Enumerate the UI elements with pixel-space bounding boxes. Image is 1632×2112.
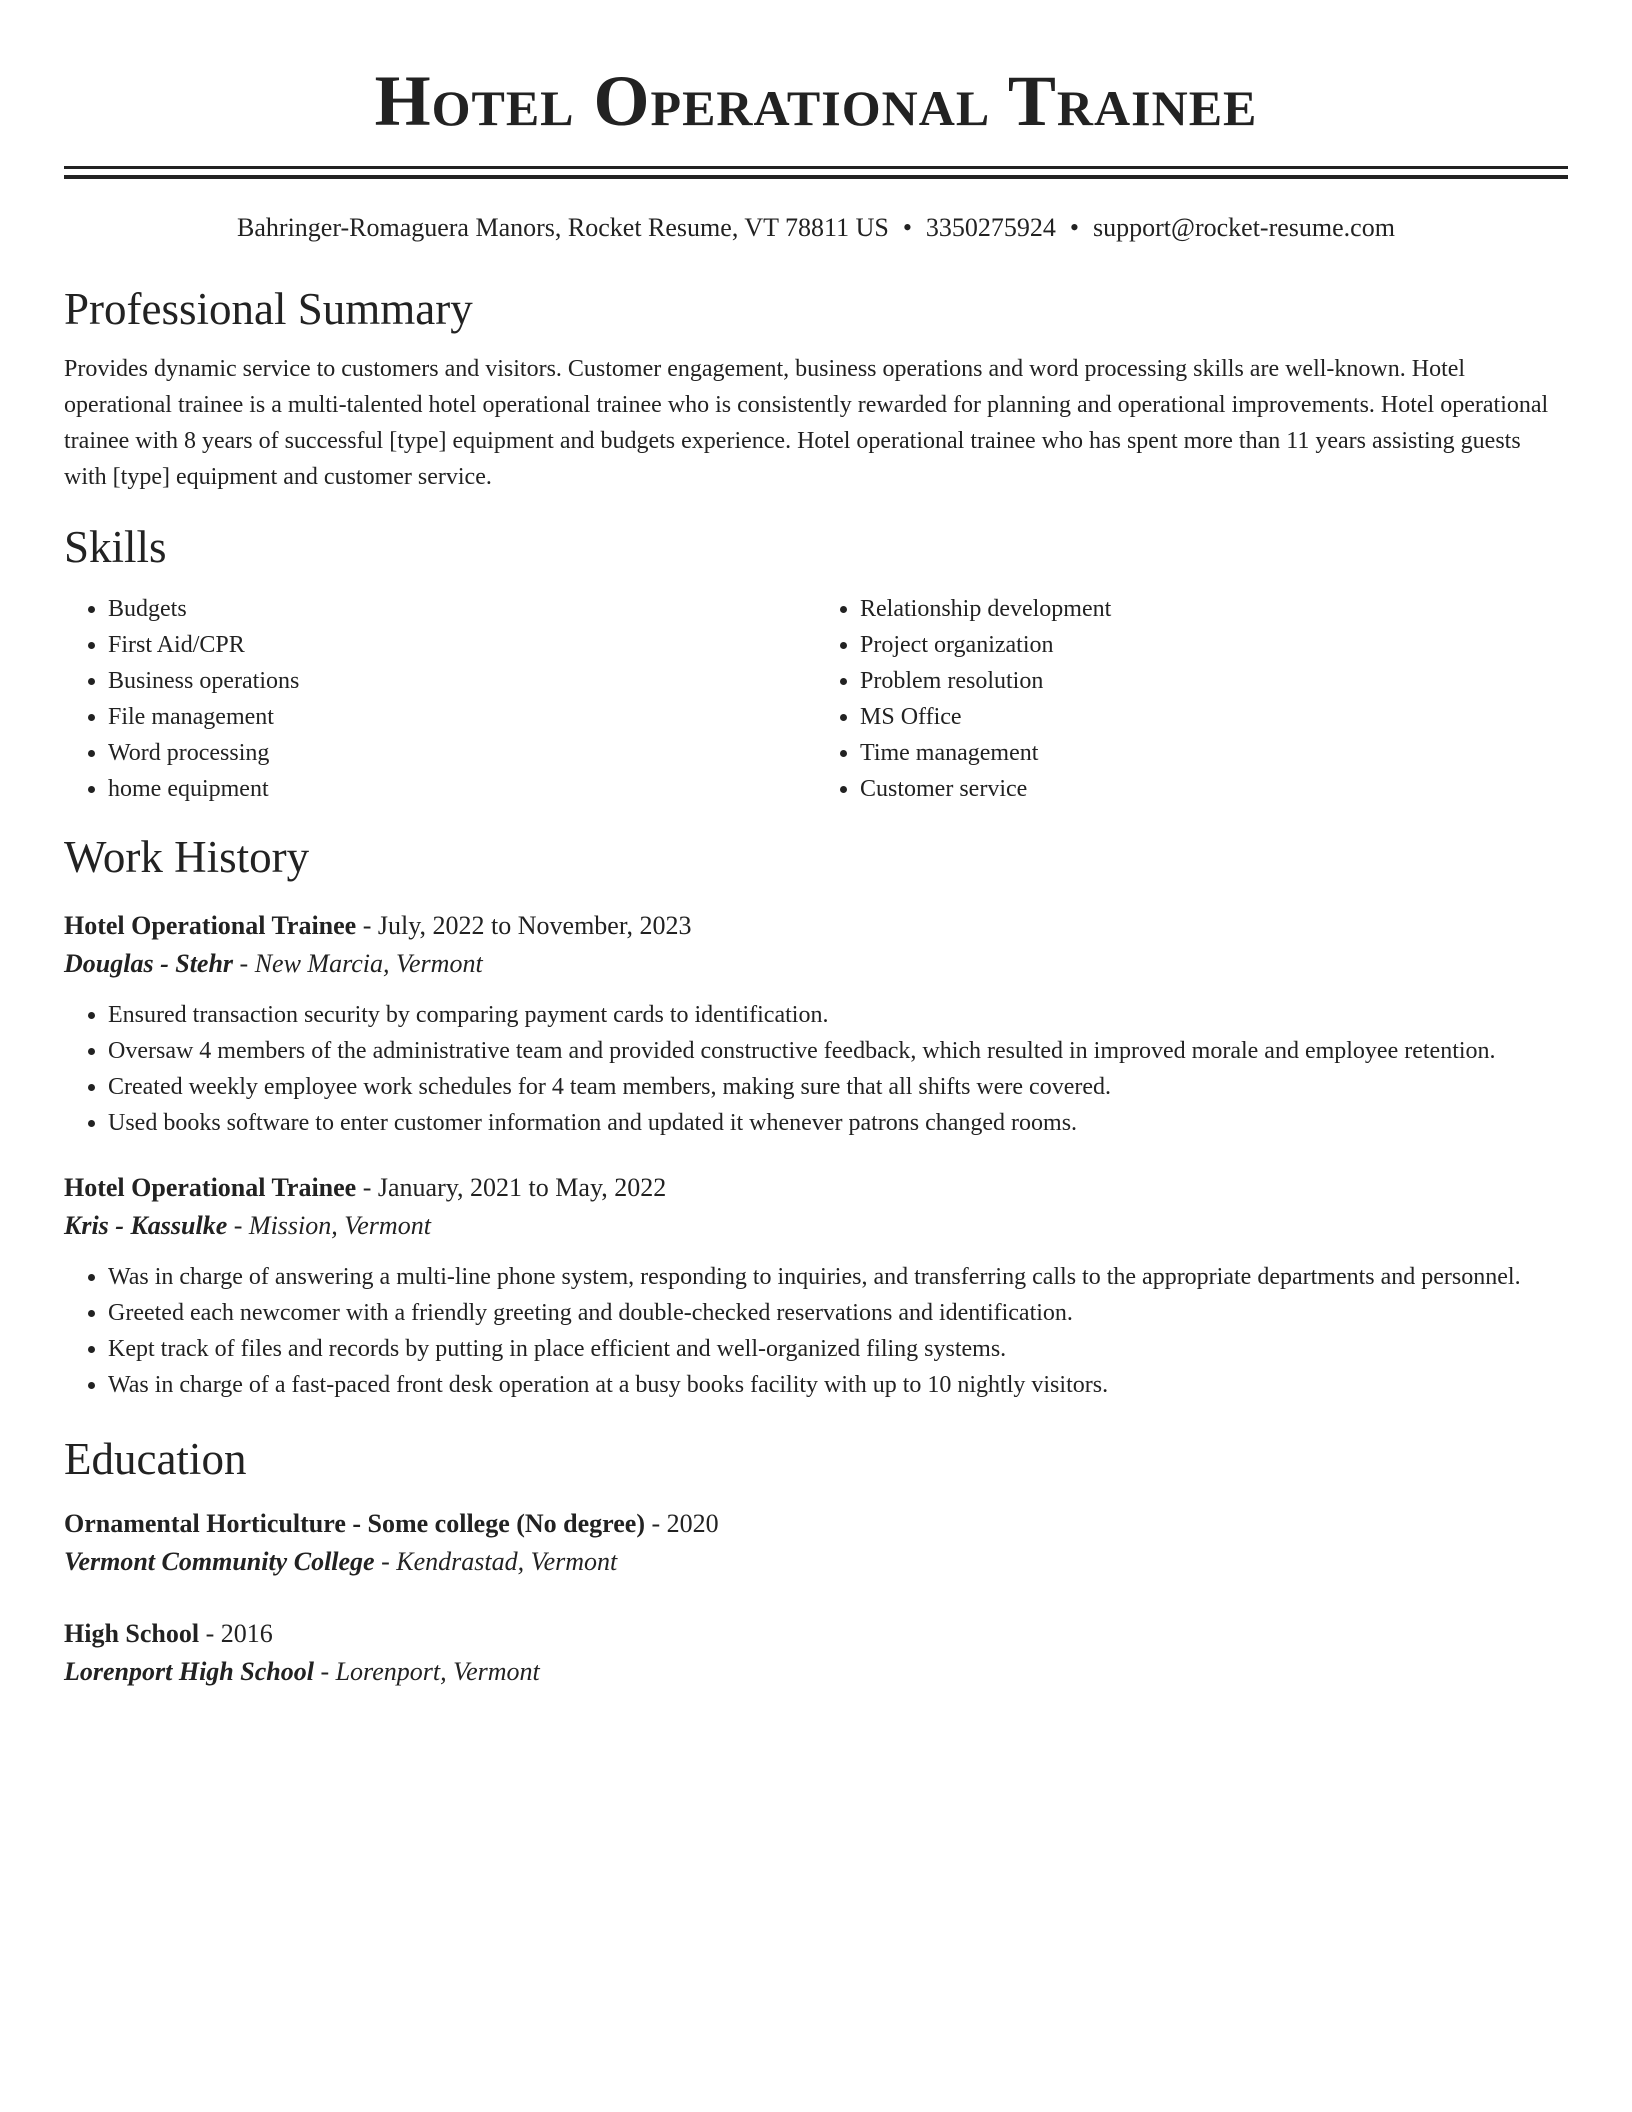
skill-item: • File management xyxy=(108,699,816,735)
degree-year: - 2016 xyxy=(199,1619,273,1648)
skill-item: • Project organization xyxy=(860,627,1568,663)
degree-year: - 2020 xyxy=(645,1509,719,1538)
degree-name: Ornamental Horticulture - Some college (No degree) xyxy=(64,1509,645,1538)
job-title: Hotel Operational Trainee xyxy=(64,911,357,940)
education-degree-line xyxy=(64,1505,1568,1543)
job-heading xyxy=(64,907,1568,945)
job-location: - Mission, Vermont xyxy=(227,1211,431,1240)
contact-line xyxy=(64,211,1568,245)
contact-separator: • xyxy=(902,213,912,242)
school-name: Lorenport High School xyxy=(64,1657,314,1686)
duty-item: • Was in charge of a fast-paced front desk operation at a busy books facility with up to 10 nightly visitors. xyxy=(108,1367,1568,1403)
skill-item: • Business operations xyxy=(108,663,816,699)
skill-item: • Relationship development xyxy=(860,591,1568,627)
title-divider-top xyxy=(64,166,1568,169)
contact-address: Bahringer-Romaguera Manors, Rocket Resume, VT 78811 US xyxy=(237,213,889,242)
job-employer xyxy=(64,945,1568,983)
duty-item: • Used books software to enter customer information and updated it whenever patrons changed rooms. xyxy=(108,1105,1568,1141)
job-dates: - July, 2022 to November, 2023 xyxy=(356,911,692,940)
education-heading: Education xyxy=(64,1434,247,1484)
education-school-line xyxy=(64,1653,1568,1691)
job-title: Hotel Operational Trainee xyxy=(64,1173,357,1202)
skill-item: • home equipment xyxy=(108,771,816,807)
summary-heading: Professional Summary xyxy=(64,284,473,334)
skill-item: • Customer service xyxy=(860,771,1568,807)
skill-item: • Time management xyxy=(860,735,1568,771)
skill-item: • First Aid/CPR xyxy=(108,627,816,663)
school-location: - Lorenport, Vermont xyxy=(313,1657,540,1686)
skills-columns xyxy=(64,591,1568,807)
duty-item: • Created weekly employee work schedules for 4 team members, making sure that all shifts were covered. xyxy=(108,1069,1568,1105)
skill-item: • Word processing xyxy=(108,735,816,771)
school-location: - Kendrastad, Vermont xyxy=(374,1547,618,1576)
skills-heading: Skills xyxy=(64,522,167,572)
education-degree-line xyxy=(64,1615,1568,1653)
duty-item: • Oversaw 4 members of the administrative team and provided constructive feedback, which resulted in improved morale and employee retention. xyxy=(108,1033,1568,1069)
duty-item: • Ensured transaction security by comparing payment cards to identification. xyxy=(108,997,1568,1033)
duty-item: • Was in charge of answering a multi-line phone system, responding to inquiries, and transferring calls to the appropriate departments and personnel. xyxy=(108,1259,1568,1295)
education-school-line xyxy=(64,1543,1568,1581)
duty-item: • Kept track of files and records by putting in place efficient and well-organized filing systems. xyxy=(108,1331,1568,1367)
contact-phone: 3350275924 xyxy=(925,213,1056,242)
skills-list-left xyxy=(64,591,816,807)
job-duties xyxy=(64,1259,1568,1403)
page-title: Hotel Operational Trainee xyxy=(374,61,1258,141)
title-divider-bottom xyxy=(64,175,1568,179)
degree-name: High School xyxy=(64,1619,200,1648)
skill-item: • MS Office xyxy=(860,699,1568,735)
skill-item: • Budgets xyxy=(108,591,816,627)
duty-item: • Greeted each newcomer with a friendly greeting and double-checked reservations and identification. xyxy=(108,1295,1568,1331)
skills-list-right xyxy=(816,591,1568,807)
job-location: - New Marcia, Vermont xyxy=(233,949,483,978)
company-name: Kris - Kassulke xyxy=(64,1211,228,1240)
job-employer xyxy=(64,1207,1568,1245)
contact-separator: • xyxy=(1069,213,1080,242)
job-heading xyxy=(64,1169,1568,1207)
company-name: Douglas - Stehr xyxy=(64,949,234,978)
school-name: Vermont Community College xyxy=(64,1547,375,1576)
work-history-heading: Work History xyxy=(64,832,310,882)
job-duties xyxy=(64,997,1568,1141)
job-dates: - January, 2021 to May, 2022 xyxy=(356,1173,667,1202)
skill-item: • Problem resolution xyxy=(860,663,1568,699)
summary-text: Provides dynamic service to customers and visitors. Customer engagement, business operations and word processing skills are well-known. Hotel operational trainee is a multi-talented hotel operational trainee who is consistently rewarded for planning and operational improvements. Hotel operational trainee with 8 years of successful [type] equipment and budgets experience. Hotel operational trainee who has spent more than 11 years assisting guests with [type] equipment and customer service. xyxy=(64,356,1549,490)
contact-email: support@rocket-resume.com xyxy=(1093,213,1395,242)
